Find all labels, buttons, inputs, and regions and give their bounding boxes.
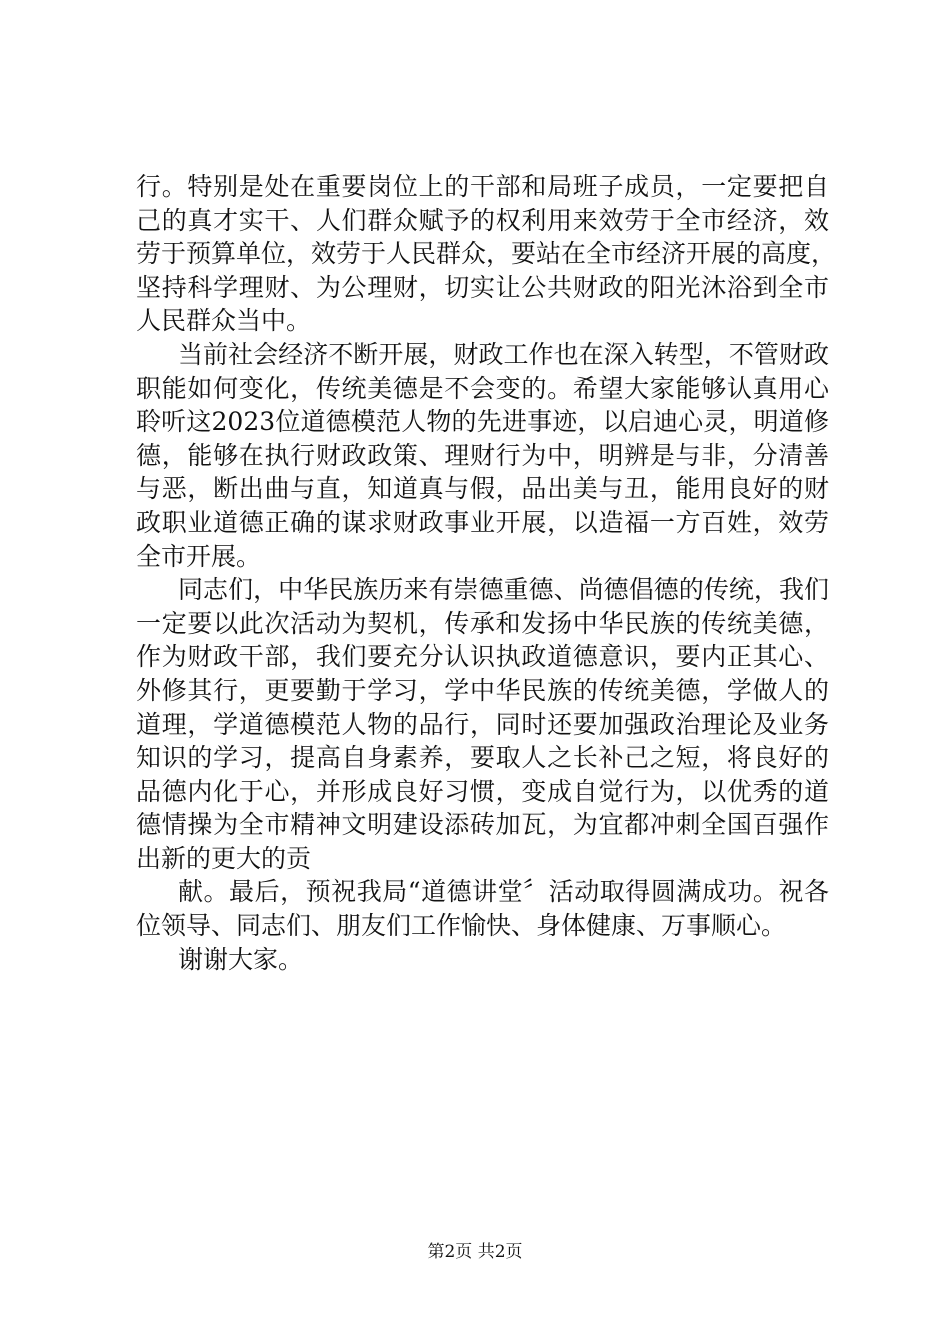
body-line: 谢谢大家。 [178, 944, 304, 974]
page-footer: 第2页 共2页 [427, 1242, 523, 1262]
body-line: 一定要以此次活动为契机，传承和发扬中华民族的传统美德， [136, 608, 829, 638]
body-line: 全市开展。 [136, 541, 262, 571]
body-line: 人民群众当中。 [136, 306, 312, 336]
body-line: 与恶，断出曲与直，知道真与假，品出美与丑，能用良好的财 [136, 474, 829, 504]
body-line: 道理，学道德模范人物的品行，同时还要加强政治理论及业务 [136, 709, 829, 739]
body-line: 位领导、同志们、朋友们工作愉快、身体健康、万事顺心。 [136, 911, 787, 941]
body-line: 行。特别是处在重要岗位上的干部和局班子成员，一定要把自 [136, 172, 829, 201]
body-line: 己的真才实干、人们群众赋予的权利用来效劳于全市经济，效 [136, 205, 829, 235]
body-line: 出新的更大的贡 [136, 843, 312, 873]
body-line: 政职业道德正确的谋求财政事业开展，以造福一方百姓，效劳 [136, 507, 829, 537]
body-line: 当前社会经济不断开展，财政工作也在深入转型，不管财政 [178, 339, 829, 369]
body-line: 德，能够在执行财政政策、理财行为中，明辨是与非，分清善 [136, 440, 829, 470]
body-line: 聆听这2023位道德模范人物的先进事迹，以启迪心灵，明道修 [136, 407, 829, 437]
body-line: 知识的学习，提高自身素养，要取人之长补己之短，将良好的 [136, 743, 829, 773]
body-line: 德情操为全市精神文明建设添砖加瓦，为宜都冲刺全国百强作 [136, 810, 829, 840]
body-line: 作为财政干部，我们要充分认识执政道德意识，要内正其心、 [136, 642, 829, 672]
body-line: 献。最后，预祝我局“道德讲堂〞活动取得圆满成功。祝各 [178, 877, 829, 907]
body-line: 职能如何变化，传统美德是不会变的。希望大家能够认真用心 [136, 373, 829, 403]
body-line: 同志们，中华民族历来有崇德重德、尚德倡德的传统，我们 [178, 575, 829, 605]
document-body [136, 170, 837, 976]
body-line: 外修其行，更要勤于学习，学中华民族的传统美德，学做人的 [136, 675, 829, 705]
body-line: 坚持科学理财、为公理财，切实让公共财政的阳光沐浴到全市 [136, 272, 829, 302]
body-line: 劳于预算单位，效劳于人民群众，要站在全市经济开展的高度， [136, 239, 837, 269]
body-line: 品德内化于心，并形成良好习惯，变成自觉行为，以优秀的道 [136, 776, 829, 806]
